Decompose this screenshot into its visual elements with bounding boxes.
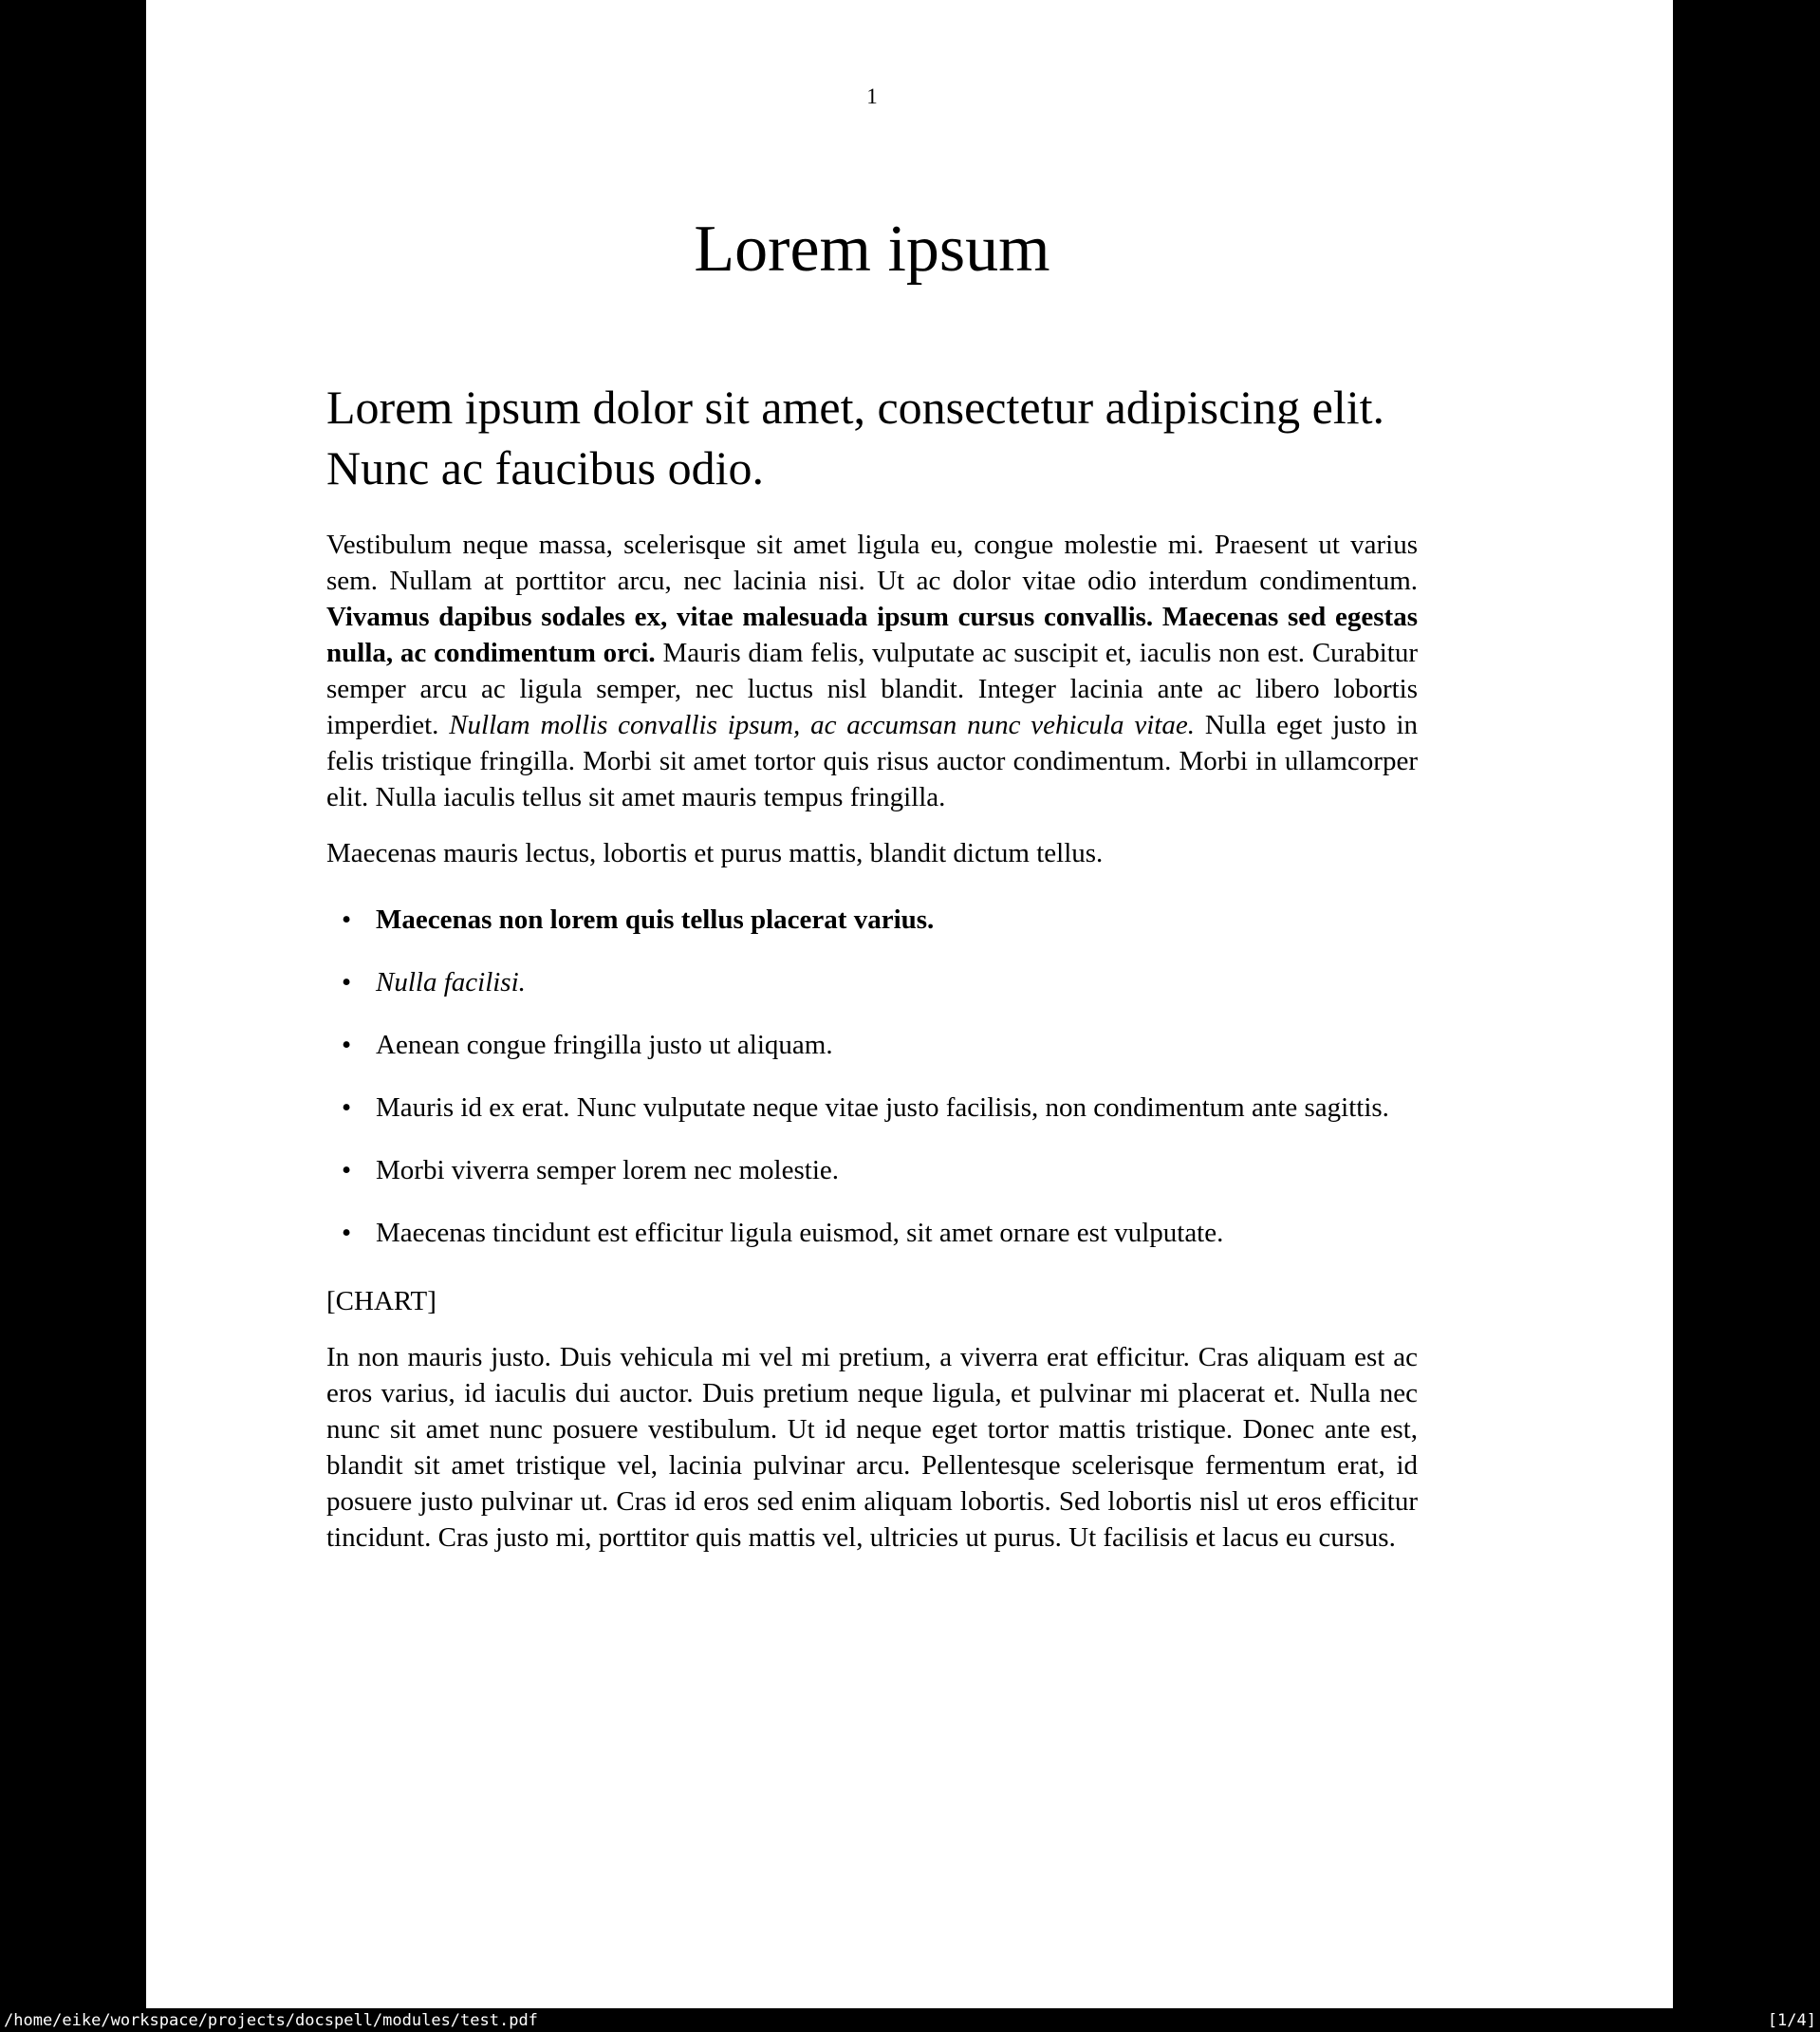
list-item-text: Nulla facilisi. bbox=[376, 967, 526, 997]
text-run-bold: Vivamus dapibus sodales ex, vitae malesuada ipsum cursus convallis. Maecenas sed egestas nulla, ac condimentum orci. bbox=[326, 602, 1418, 668]
list-item-text: Aenean congue fringilla justo ut aliquam. bbox=[376, 1030, 833, 1060]
paragraph-in-non-mauris: In non mauris justo. Duis vehicula mi vel mi pretium, a viverra erat efficitur. Cras aliquam est ac eros varius, id iaculis dui auctor. Duis pretium neque ligula, et pulvinar mi placerat et. Nulla nec nunc sit amet nunc posuere vestibulum. Ut id neque eget tortor mattis tristique. Donec ante est, blandit sit amet tristique vel, lacinia pulvinar arcu. Pellentesque scelerisque fermentum erat, id posuere justo pulvinar ut. Cras id eros sed enim aliquam lobortis. Sed lobortis nisl ut eros efficitur tincidunt. Cras justo mi, porttitor quis mattis vel, ultricies ut purus. Ut facilisis et lacus eu cursus. bbox=[326, 1342, 1418, 1553]
bullet-icon: • bbox=[342, 1092, 352, 1123]
list-item-text: Morbi viverra semper lorem nec molestie. bbox=[376, 1155, 840, 1185]
list-item bbox=[326, 964, 1418, 1000]
list-item-text: Mauris id ex erat. Nunc vulputate neque vitae justo facilisis, non condimentum ante sagittis. bbox=[376, 1092, 1389, 1123]
bullet-icon: • bbox=[342, 1030, 352, 1060]
text-run-normal: Nulla eget justo in felis tristique fringilla. Morbi sit amet tortor quis risus auctor condimentum. Morbi in ullamcorper elit. Nulla iaculis tellus sit amet mauris tempus fringilla. bbox=[326, 710, 1419, 812]
bullet-icon: • bbox=[342, 904, 352, 935]
list-item-text: Maecenas non lorem quis tellus placerat varius. bbox=[376, 904, 935, 935]
text-run-normal: Mauris diam felis, vulputate ac suscipit et, iaculis non est. Curabitur semper arcu ac ligula semper, nec luctus nisl blandit. Integer lacinia ante ac libero lobortis imperdiet. bbox=[326, 638, 1418, 740]
list-item bbox=[326, 1027, 1418, 1063]
section-heading: Lorem ipsum dolor sit amet, consectetur adipiscing elit. Nunc ac faucibus odio. bbox=[326, 381, 1385, 494]
chart-placeholder: [CHART] bbox=[326, 1286, 436, 1316]
status-bar bbox=[0, 2008, 1820, 2032]
list-item bbox=[326, 1215, 1418, 1251]
list-item-text: Maecenas tincidunt est efficitur ligula euismod, sit amet ornare est vulputate. bbox=[376, 1218, 1224, 1248]
bullet-icon: • bbox=[342, 967, 352, 997]
paragraph-maecenas: Maecenas mauris lectus, lobortis et purus mattis, blandit dictum tellus. bbox=[326, 838, 1104, 868]
list-item bbox=[326, 902, 1418, 938]
text-run-italic: Nullam mollis convallis ipsum, ac accumsan nunc vehicula vitae. bbox=[449, 710, 1195, 740]
list-item bbox=[326, 1090, 1418, 1126]
bullet-icon: • bbox=[342, 1155, 352, 1185]
document-title: Lorem ipsum bbox=[694, 213, 1050, 286]
page-number: 1 bbox=[866, 84, 878, 108]
list-item bbox=[326, 1152, 1418, 1188]
status-file-path: /home/eike/workspace/projects/docspell/modules/test.pdf bbox=[4, 2010, 538, 2030]
document-page[interactable] bbox=[146, 0, 1673, 2008]
bullet-icon: • bbox=[342, 1218, 352, 1248]
status-page-indicator: [1/4] bbox=[1767, 2010, 1816, 2030]
text-column bbox=[326, 84, 1418, 1556]
paragraph-vestibulum bbox=[326, 527, 1418, 815]
text-run-normal: Vestibulum neque massa, scelerisque sit amet ligula eu, congue molestie mi. Praesent ut varius sem. Nullam at porttitor arcu, nec lacinia nisi. Ut ac dolor vitae odio interdum condimentum. bbox=[326, 530, 1418, 596]
bullet-list bbox=[326, 902, 1418, 1251]
